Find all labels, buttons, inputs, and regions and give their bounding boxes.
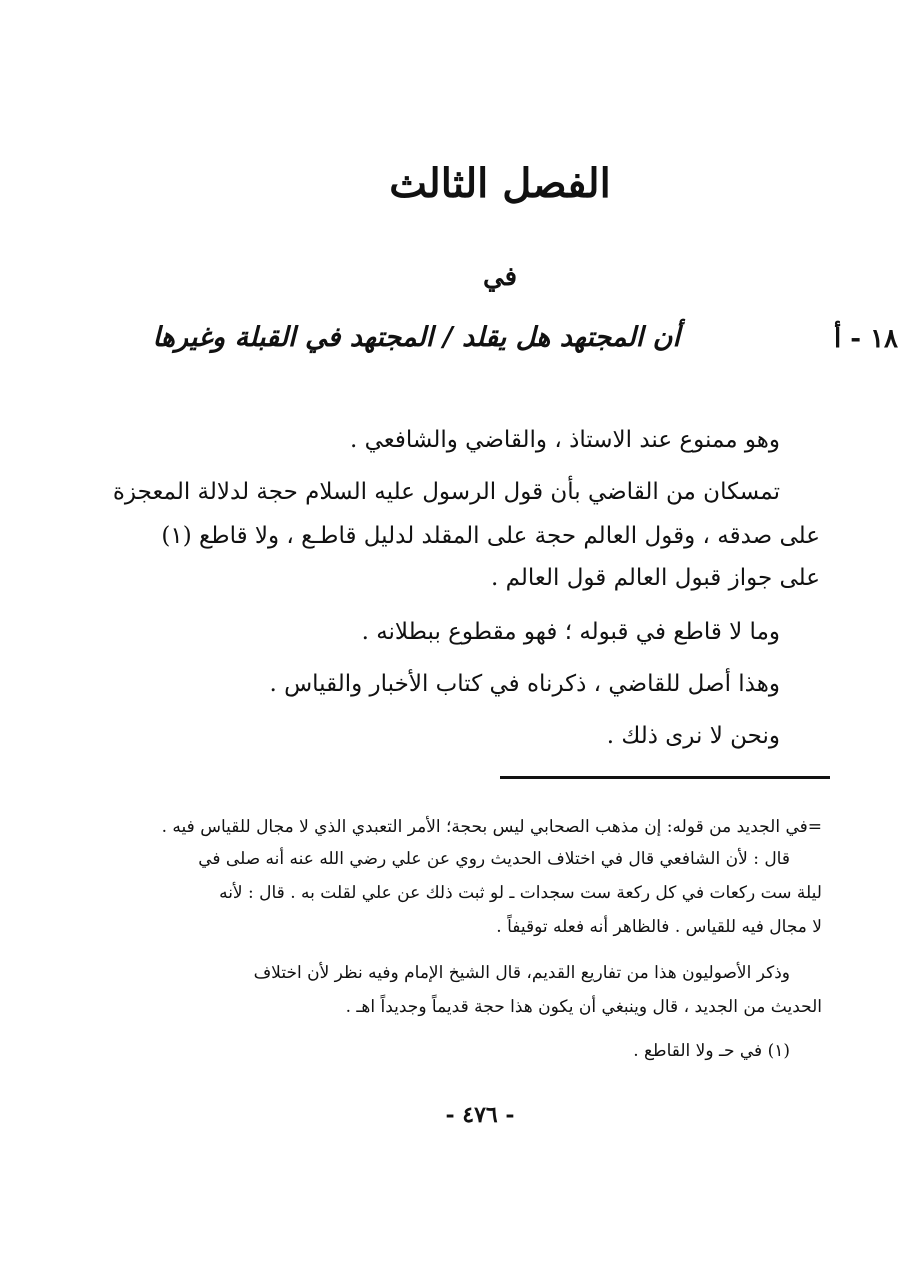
chapter-title: الفصل الثالث <box>389 160 611 207</box>
footnote-line: لا مجال فيه للقياس . فالظاهر أنه فعله توقيفاً . <box>496 917 822 937</box>
body-paragraph-line: تمسكان من القاضي بأن قول الرسول عليه السلام حجة لدلالة المعجزة <box>112 479 780 505</box>
footnote-line: =في الجديد من قوله: إن مذهب الصحابي ليس بحجة؛ الأمر التعبدي الذي لا مجال للقياس فيه . <box>161 817 822 837</box>
body-paragraph-line: على صدقه ، وقول العالم حجة على المقلد لدليل قاطـع ، ولا قاطع (١) <box>161 523 820 549</box>
footnote-line: وذكر الأصوليون هذا من تفاريع القديم، قال الشيخ الإمام وفيه نظر لأن اختلاف <box>253 963 790 983</box>
chapter-preposition: في <box>482 262 518 292</box>
footnote-line: ليلة ست ركعات في كل ركعة ست سجدات ـ لو ثبت ذلك عن علي لقلت به . قال : لأنه <box>219 883 822 903</box>
chapter-subtitle: أن المجتهد هل يقلد / المجتهد في القبلة وغيرها <box>152 322 680 353</box>
footnote-line: (١) في حـ ولا القاطع . <box>633 1041 790 1061</box>
body-paragraph-line: ونحن لا نرى ذلك . <box>606 723 780 749</box>
footnote-line: قال : لأن الشافعي قال في اختلاف الحديث روي عن علي رضي الله عنه أنه صلى في <box>198 849 790 869</box>
page-number: - ٤٧٦ - <box>445 1102 515 1128</box>
margin-folio-reference: ١٨ - أ <box>833 324 898 354</box>
body-paragraph-line: وهذا أصل للقاضي ، ذكرناه في كتاب الأخبار والقياس . <box>269 671 780 697</box>
body-paragraph-line: وما لا قاطع في قبوله ؛ فهو مقطوع ببطلانه . <box>361 619 780 645</box>
footnote-line: الحديث من الجديد ، قال وينبغي أن يكون هذا حجة قديماً وجديداً اهـ . <box>345 997 822 1017</box>
body-paragraph-line: وهو ممنوع عند الاستاذ ، والقاضي والشافعي . <box>349 427 780 453</box>
footnote-separator <box>500 776 830 779</box>
body-paragraph-line: على جواز قبول العالم قول العالم . <box>490 565 820 591</box>
